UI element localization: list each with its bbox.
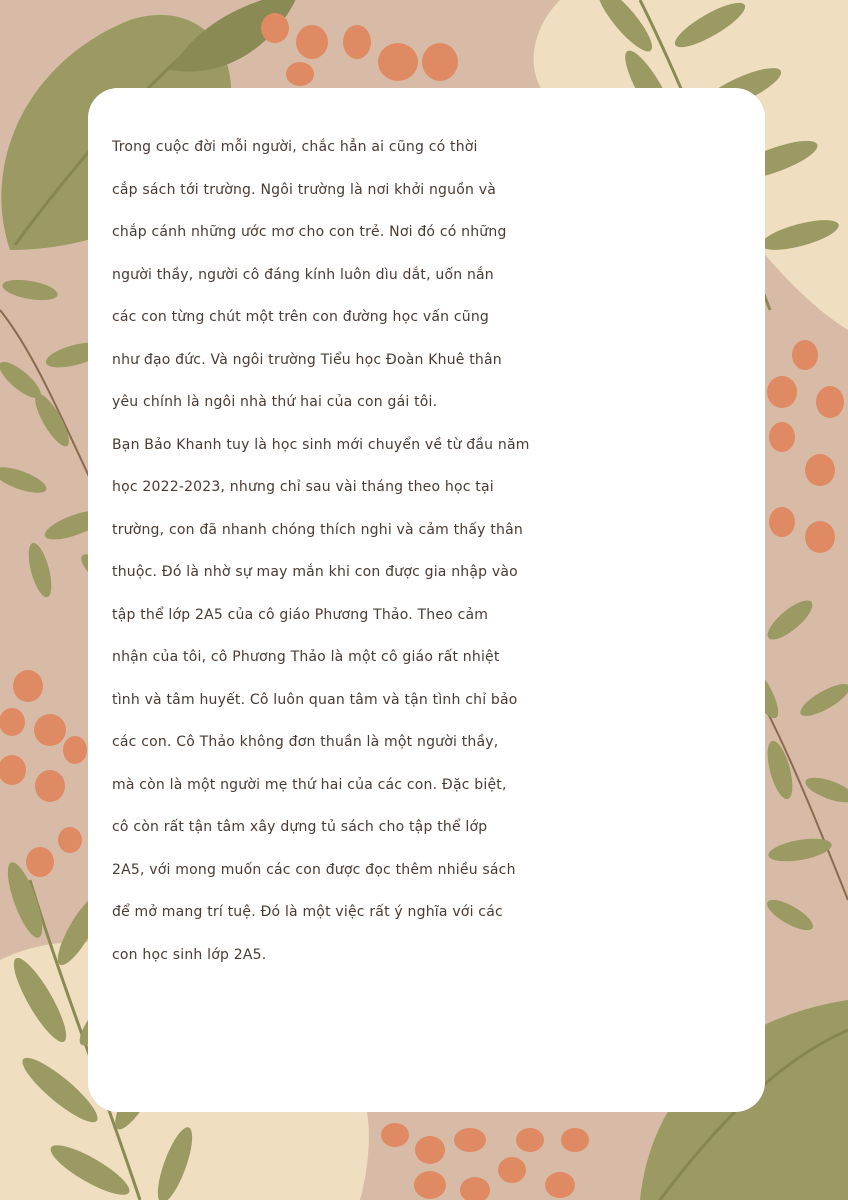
letter-line: mà còn là một người mẹ thứ hai của các con. Đặc biệt, [112,776,507,793]
letter-card [88,88,765,1112]
dots-bottom [381,1123,589,1200]
letter-line: nhận của tôi, cô Phương Thảo là một cô giáo rất nhiệt [112,649,500,665]
letter-text [112,126,725,976]
letter-line: tập thể lớp 2A5 của cô giáo Phương Thảo. Theo cảm [112,606,489,623]
letter-line: thuộc. Đó là nhờ sự may mắn khi con được gia nhập vào [112,564,518,580]
letter-line: người thầy, người cô đáng kính luôn dìu dắt, uốn nắn [112,266,494,283]
letter-line: Bạn Bảo Khanh tuy là học sinh mới chuyển về từ đầu năm [112,436,530,453]
letter-line: các con. Cô Thảo không đơn thuần là một người thầy, [112,734,499,750]
letter-line: 2A5, với mong muốn các con được đọc thêm nhiều sách [112,861,516,878]
letter-line: học 2022-2023, nhưng chỉ sau vài tháng theo học tại [112,479,494,495]
letter-line: yêu chính là ngôi nhà thứ hai của con gái tôi. [112,394,438,410]
dots-left [0,670,87,877]
letter-line: các con từng chút một trên con đường học vấn cũng [112,309,490,325]
letter-line: như đạo đức. Và ngôi trường Tiểu học Đoàn Khuê thân [112,351,502,368]
letter-line: tình và tâm huyết. Cô luôn quan tâm và tận tình chỉ bảo [112,691,518,708]
dots-top [261,13,458,86]
letter-line: Trong cuộc đời mỗi người, chắc hẳn ai cũng có thời [112,139,478,155]
letter-line: con học sinh lớp 2A5. [112,946,267,963]
letter-line: cô còn rất tận tâm xây dựng tủ sách cho tập thể lớp [112,819,488,835]
letter-line: cắp sách tới trường. Ngôi trường là nơi khởi nguồn và [112,181,496,198]
letter-line: chắp cánh những ước mơ cho con trẻ. Nơi đó có những [112,224,507,240]
dots-right [767,340,844,553]
letter-line: để mở mang trí tuệ. Đó là một việc rất ý nghĩa với các [112,904,503,920]
letter-line: trường, con đã nhanh chóng thích nghi và cảm thấy thân [112,521,523,538]
